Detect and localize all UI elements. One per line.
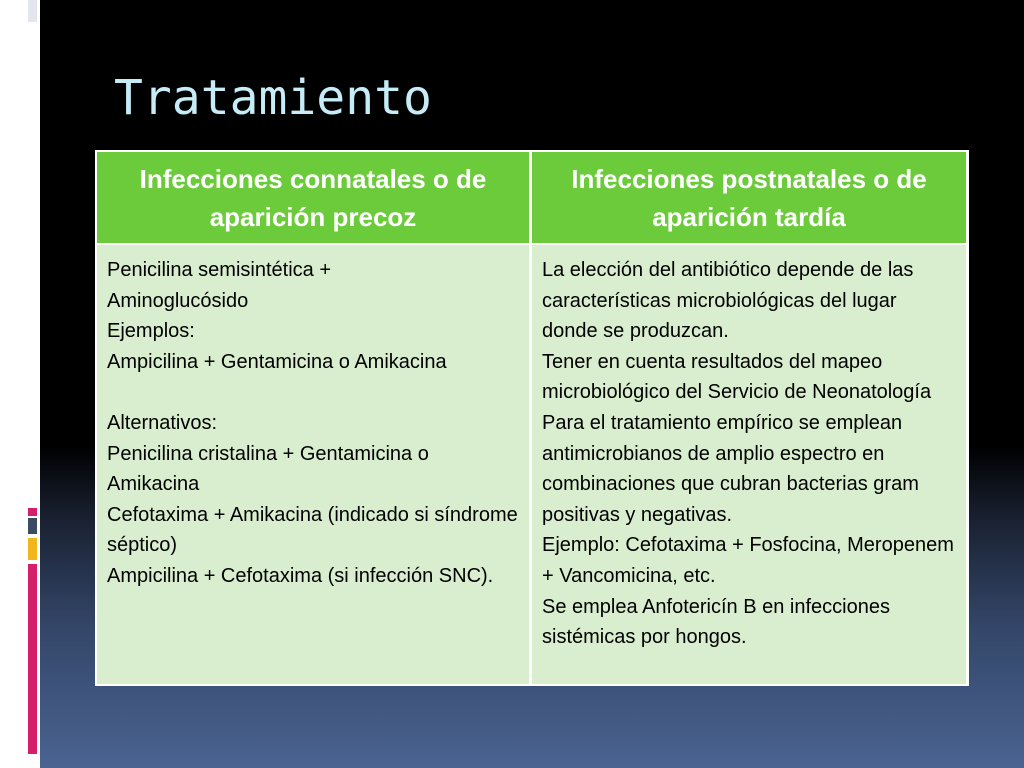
header-late-onset: [532, 152, 966, 243]
treatment-table: [95, 150, 969, 686]
accent-bar-yellow: [28, 538, 37, 560]
slide-title: Tratamiento: [114, 70, 432, 126]
accent-bar-navy: [28, 518, 37, 534]
cell-early-onset-treatment: Penicilina semisintética + Aminoglucósido Ejemplos: Ampicilina + Gentamicina o Amikacina Alternativos: Penicilina cristalina + Gentamicina o Amikacina Cefotaxima + Amikacina (indicado si síndrome séptico) Ampicilina + Cefotaxima (si infección SNC).: [97, 245, 529, 684]
accent-bar-pink-long: [28, 564, 37, 754]
accent-bar-top: [28, 0, 37, 22]
header-late-onset-label: Infecciones postnatales o de aparición tardía: [571, 163, 927, 232]
accent-bar-pink-small: [28, 508, 37, 516]
header-early-onset-label: Infecciones connatales o de aparición precoz: [139, 163, 487, 232]
header-early-onset: [97, 152, 529, 243]
accent-bar-group: [28, 0, 37, 768]
cell-late-onset-treatment: La elección del antibiótico depende de las características microbiológicas del lugar donde se produzcan. Tener en cuenta resultados del mapeo microbiológico del Servicio de Neonatología Para el tratamiento empírico se emplean antimicrobianos de amplio espectro en combinaciones que cubran bacterias gram positivas y negativas. Ejemplo: Cefotaxima + Fosfocina, Meropenem + Vancomicina, etc. Se emplea Anfotericín B en infecciones sistémicas por hongos.: [532, 245, 966, 684]
